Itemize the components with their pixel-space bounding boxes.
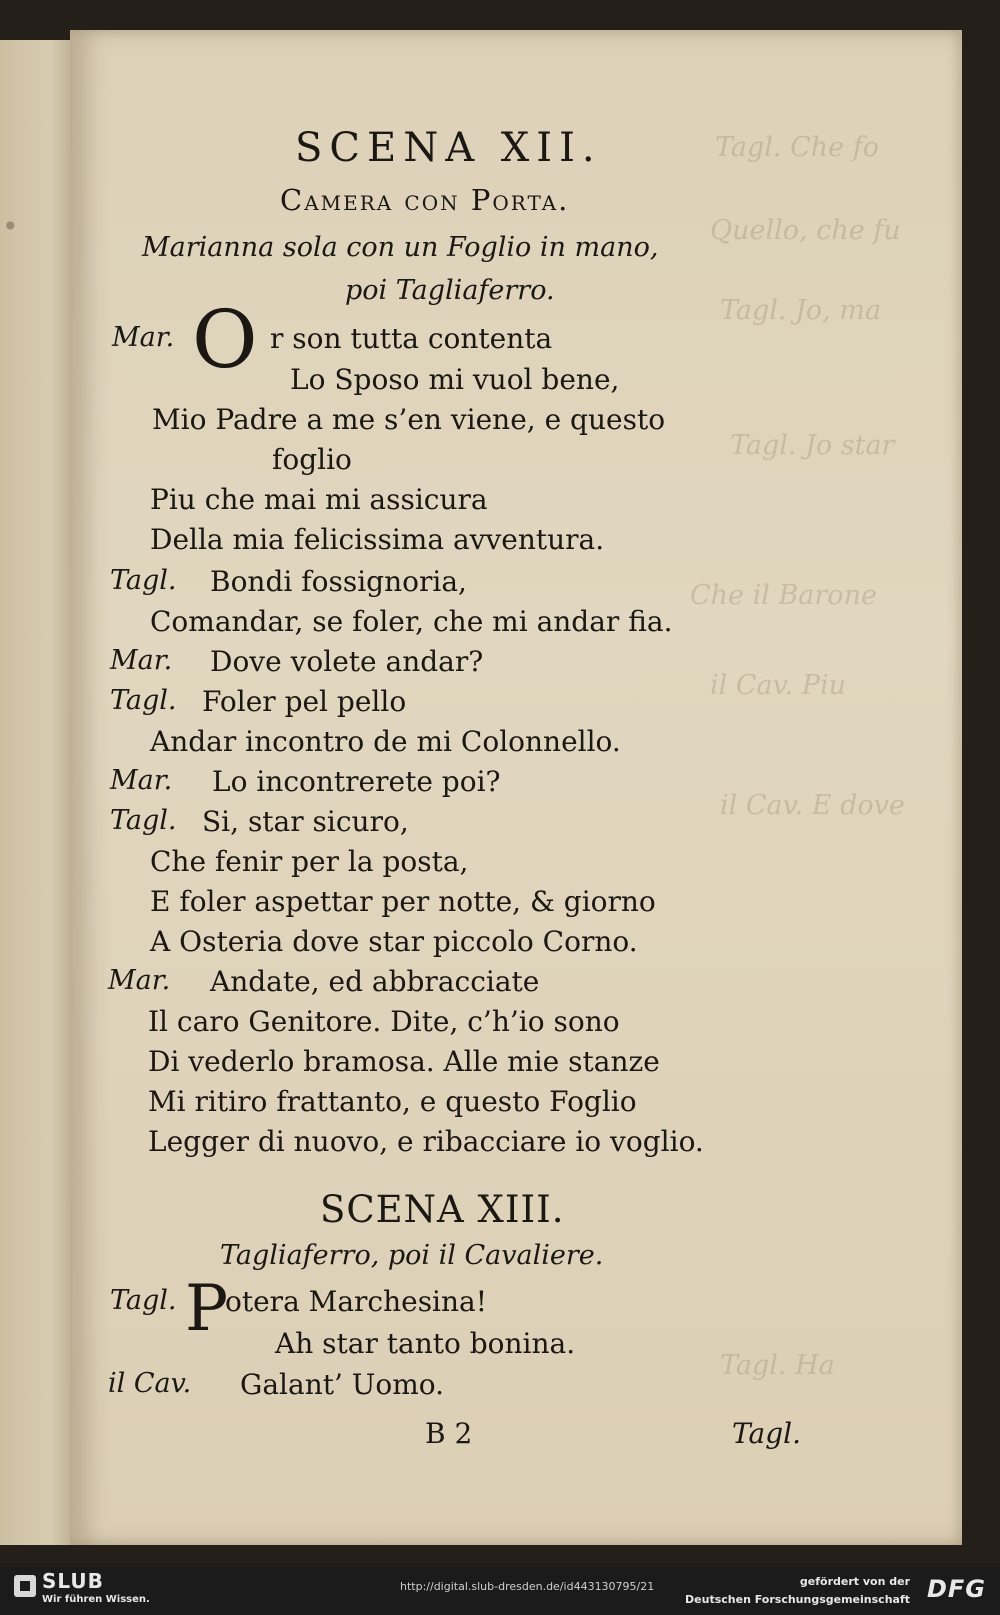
verse-line: Lo Sposo mi vuol bene, [290,363,620,396]
scene-12-direction-2: poi Tagliaferro. [345,275,555,306]
verse-line: Che fenir per la posta, [150,845,469,878]
funding-line-2: Deutschen Forschungsgemeinschaft [685,1593,910,1606]
speaker-label: Tagl. [110,565,177,596]
speaker-label: Mar. [108,965,171,996]
verse-line: Galant’ Uomo. [240,1368,445,1401]
speaker-label: Tagl. [110,1285,177,1316]
verse-line: Bondi fossignoria, [210,565,467,598]
verse-line: Mio Padre a me s’en viene, e questo [152,403,666,436]
previous-page-edge [0,40,72,1545]
verse-line: Comandar, se foler, che mi andar fia. [150,605,673,638]
verse-line: Della mia felicissima avventura. [150,523,605,556]
viewer-footer [0,1567,1000,1615]
verse-line: Si, star sicuro, [202,805,409,838]
drop-cap: P [185,1272,229,1346]
signature-mark: B 2 [425,1417,473,1450]
verse-line: Legger di nuovo, e ribacciare io voglio. [148,1125,704,1158]
speaker-label: il Cav. [108,1368,192,1399]
scene-12-direction-1: Marianna sola con un Foglio in mano, [142,232,659,263]
verse-line: Lo incontrerete poi? [212,765,501,798]
institution-tagline: Wir führen Wissen. [42,1594,150,1605]
permalink[interactable]: http://digital.slub-dresden.de/id443130795/21 [400,1580,655,1593]
institution-name: SLUB [42,1569,104,1593]
page-edge-mark: • [2,210,19,243]
verse-line: Piu che mai mi assicura [150,483,488,516]
verse-line: otera Marchesina! [225,1285,487,1318]
speaker-label: Tagl. [110,805,177,836]
speaker-label: Mar. [112,322,175,353]
verse-line: E foler aspettar per notte, & giorno [150,885,656,918]
funding-line-1: gefördert von der [799,1575,910,1588]
verse-line: Il caro Genitore. Dite, c’h’io sono [148,1005,620,1038]
scene-12-title: SCENA XII. [295,125,602,171]
verse-line: Andate, ed abbracciate [210,965,540,998]
dfg-logo-icon: DFG [926,1575,986,1603]
scene-13-title: SCENA XIII. [320,1188,565,1231]
scene-12-setting: Camera con Porta. [280,183,570,217]
verse-line: Di vederlo bramosa. Alle mie stanze [148,1045,660,1078]
speaker-label: Mar. [110,765,173,796]
verse-line: r son tutta contenta [270,322,553,355]
verse-line: Foler pel pello [202,685,407,718]
verse-line: Mi ritiro frattanto, e questo Foglio [148,1085,637,1118]
verse-line: foglio [272,443,352,476]
catchword: Tagl. [732,1417,801,1450]
verse-line: Ah star tanto bonina. [275,1327,576,1360]
speaker-label: Mar. [110,645,173,676]
scene-13-direction: Tagliaferro, poi il Cavaliere. [220,1240,604,1271]
slub-logo-icon [14,1575,36,1597]
speaker-label: Tagl. [110,685,177,716]
verse-line: A Osteria dove star piccolo Corno. [150,925,638,958]
drop-cap: O [192,293,258,386]
verse-line: Andar incontro de mi Colonnello. [150,725,621,758]
book-page: Tagl. Che fo Quello, che fu Tagl. Jo, ma Tagl. Jo star Che il Barone il Cav. Piu il Cav. E dove Tagl. Ha SCENA XII. Camera con Porta. Marianna sola con un Foglio in mano, poi Tagliaferro. Mar. O r son tutta contenta Lo Sposo mi vuol bene, Mio Padre a me s’en viene, e questo foglio Piu che mai mi assicura Della mia felicissima avventura. Tagl. Bondi fossignoria, Comandar, se foler, che mi andar fia. Mar. Dove volete andar? Tagl. Foler pel pello Andar incontro de mi Colonnello. Mar. Lo incontrerete poi? Tagl. Si, star sicuro, Che fenir per la posta, E foler aspettar per notte, & giorno A Osteria dove star piccolo Corno. Mar. Andate, ed abbracciate Il caro Genitore. Dite, c’h’io sono Di vederlo bramosa. Alle mie stanze Mi ritiro frattanto, e questo Foglio Legger di nuovo, e ribacciare io voglio. SCENA XIII. Tagliaferro, poi il Cavaliere. Tagl. P otera Marchesina! Ah star tanto bonina. il Cav. Galant’ Uomo. B 2 Tagl. [70,30,962,1545]
verse-line: Dove volete andar? [210,645,484,678]
